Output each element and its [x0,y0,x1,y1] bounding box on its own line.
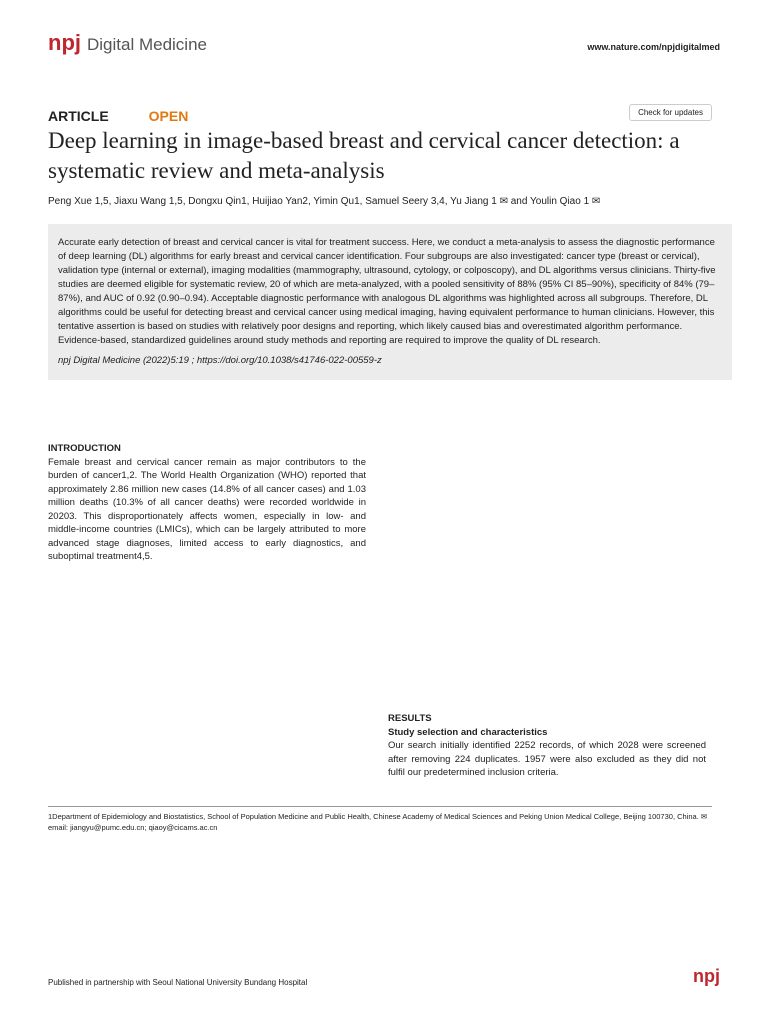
right-column [388,712,706,780]
article-title: Deep learning in image-based breast and cervical cancer detection: a systematic review and meta-analysis [48,128,680,183]
intro-heading: INTRODUCTION [48,443,121,454]
results-subheading: Study selection and characteristics [388,726,548,738]
abstract-box [48,224,732,380]
article-type: ARTICLE OPEN [48,108,189,124]
npj-partner-logo: npj [693,966,720,986]
journal-name: Digital Medicine [87,35,207,54]
intro-paragraph: Female breast and cervical cancer remain as major contributors to the burden of cancer1,2. The World Health Organization (WHO) reported that approximately 2.86 million new cases (14.8% of all cancer cases) and 1.03 million deaths (10.3% of all cancer deaths) were recorded worldwide in 20203. This disproportionately affects women, especially in low- and middle-income countries (LMICs), which can be largely attributed to more advanced stage diagnoses, limited access to early diagnostics, and suboptimal treatment4,5. [48,456,366,562]
footer-text: Published in partnership with Seoul National University Bundang Hospital [48,978,308,987]
abstract-text: Accurate early detection of breast and cervical cancer is vital for treatment success. Here, we conduct a meta-analysis to assess the diagnostic performance of deep learning (DL) algorithms for early breast and cervical cancer identification. Four subgroups are also investigated: cancer type (breast or cervical), validation type (internal or external), imaging modalities (mammography, ultrasound, cytology, or colposcopy), and DL algorithms versus clinicians. Thirty-five studies are deemed eligible for systematic review, 20 of which are meta-analyzed, with a pooled sensitivity of 88% (95% CI 85–90%), specificity of 84% (79–87%), and AUC of 0.92 (0.90–0.94). Acceptable diagnostic performance with analogous DL algorithms was highlighted across all subgroups. Therefore, DL algorithms could be useful for detecting breast and cervical cancer using medical imaging, having equivalent performance to human clinicians. However, this tentative assertion is based on studies with relatively poor designs and reporting, which likely caused bias and overestimated algorithm performance. Evidence-based, standardized guidelines around study methods and reporting are required to improve the quality of DL research. [58,237,716,346]
left-column [48,442,366,564]
affiliations: 1Department of Epidemiology and Biostatistics, School of Population Medicine and Public Health, Chinese Academy of Medical Sciences and Peking Union Medical College, Beijing 100730, China. ✉email: jiangyu@pumc.edu.cn; qiaoy@cicams.ac.cn [48,806,712,833]
journal-url[interactable]: www.nature.com/npjdigitalmed [587,42,720,52]
citation-line: npj Digital Medicine (2022)5:19 ; https://doi.org/10.1038/s41746-022-00559-z [58,355,382,366]
check-updates-button[interactable]: Check for updates [629,104,712,121]
results-paragraph: Our search initially identified 2252 records, of which 2028 were screened after removing 224 duplicates. 1957 were also excluded as they did not fulfil our predetermined inclusion criteria. [388,740,706,778]
author-list: Peng Xue 1,5, Jiaxu Wang 1,5, Dongxu Qin1, Huijiao Yan2, Yimin Qu1, Samuel Seery 3,4, Yu Jiang 1 ✉ and Youlin Qiao 1 ✉ [48,196,601,207]
journal-header [48,30,720,60]
open-access-label: OPEN [148,108,189,124]
results-heading: RESULTS [388,713,432,724]
npj-logo: npj [48,30,81,55]
